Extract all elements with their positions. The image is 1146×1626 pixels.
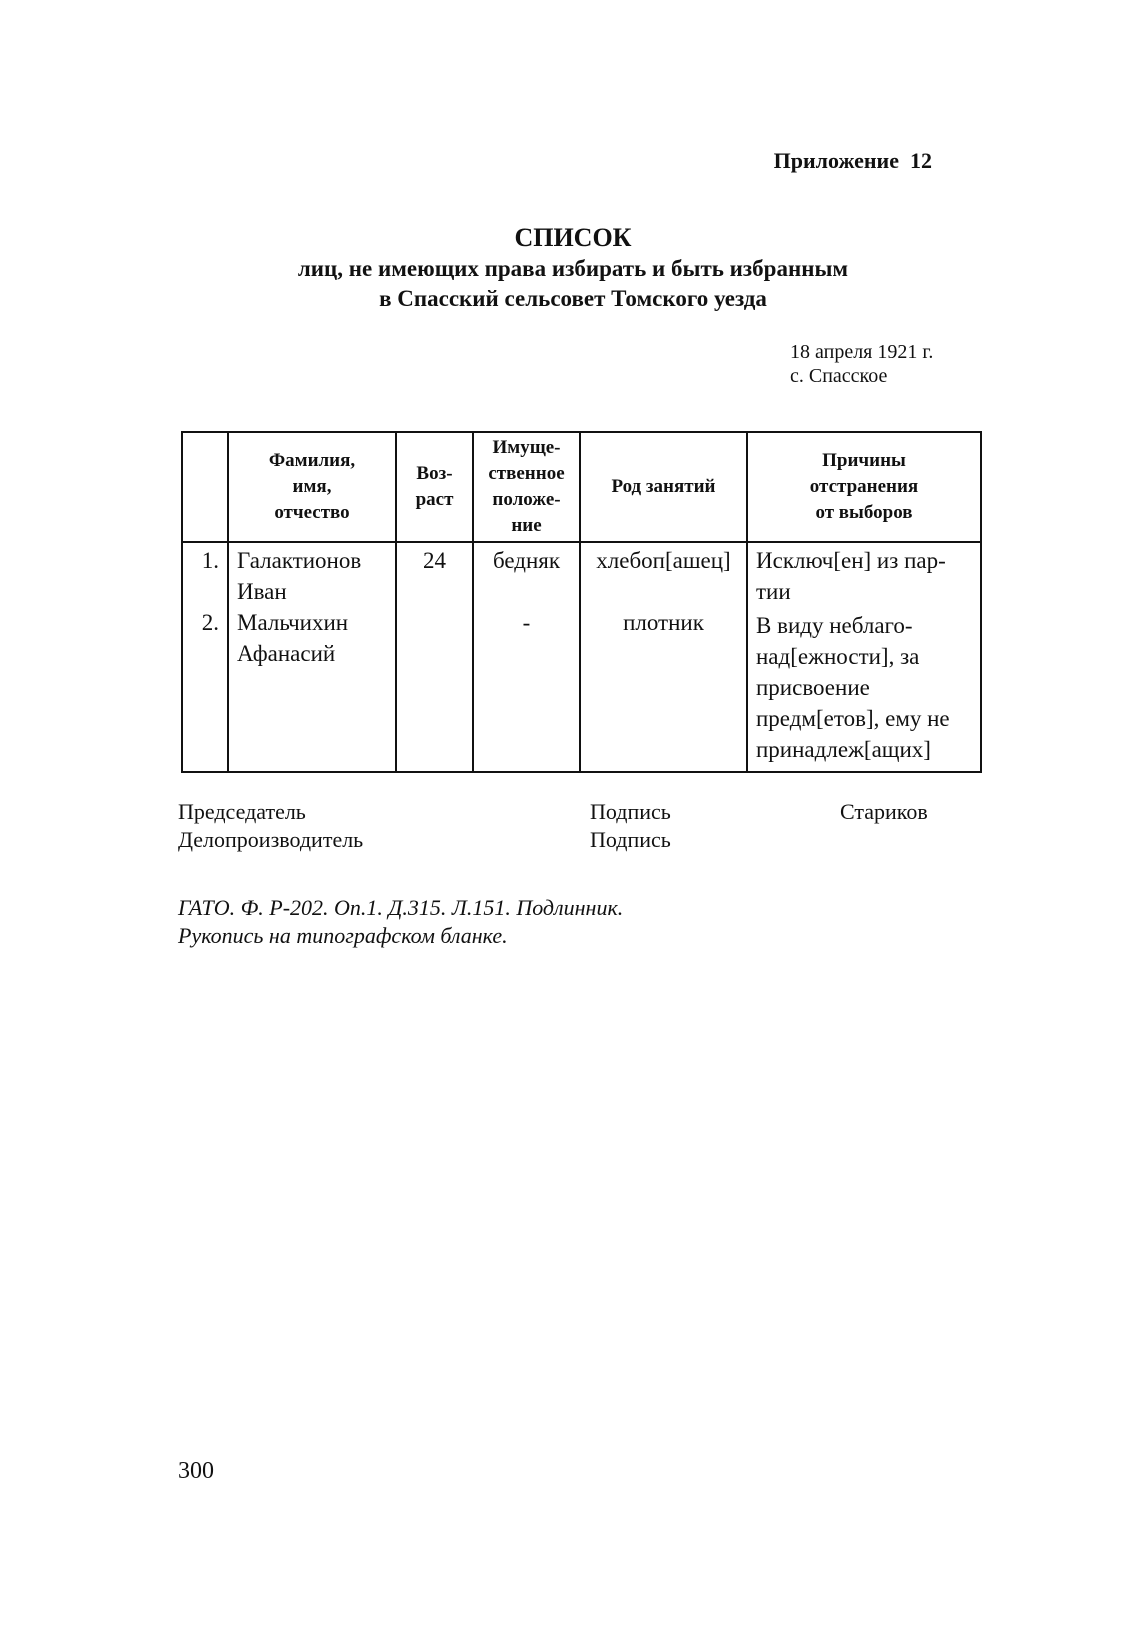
- row-1-num: 1.: [201, 548, 219, 573]
- row-2-reason-line: В виду неблаго-: [756, 613, 913, 638]
- header-property-line: положе-: [492, 489, 561, 510]
- document-subtitle-line-1: лиц, не имеющих права избирать и быть избранным: [297, 256, 849, 281]
- row-2-occupation: плотник: [623, 610, 704, 635]
- row-1-reason-line: тии: [756, 579, 791, 604]
- persons-table: [181, 431, 982, 773]
- row-1-age: 24: [423, 548, 446, 573]
- header-name-line: имя,: [292, 476, 332, 497]
- source-note: [178, 894, 623, 950]
- document-title: СПИСОК: [514, 223, 632, 252]
- cell-property: [473, 542, 580, 772]
- header-age: [396, 432, 473, 542]
- document-subtitle-line-2: в Спасский сельсовет Томского уезда: [379, 286, 767, 311]
- header-num: [182, 432, 228, 542]
- cell-name: [228, 542, 396, 772]
- signature-mark: Подпись: [590, 827, 671, 852]
- row-2-reason-line: принадлеж[ащих]: [756, 737, 931, 762]
- signature-role: Делопроизводитель: [178, 827, 364, 852]
- cell-num: [182, 542, 228, 772]
- appendix-label: Приложение 12: [773, 148, 932, 173]
- spacer: [405, 576, 464, 607]
- row-1-occupation: хлебоп[ашец]: [596, 548, 731, 573]
- header-property-line: Имуще-: [492, 437, 561, 458]
- header-property-line: ние: [511, 515, 542, 536]
- header-reason: [747, 432, 981, 542]
- cell-reason: [747, 542, 981, 772]
- header-name: [228, 432, 396, 542]
- cell-occupation: [580, 542, 747, 772]
- signature-row: [178, 826, 928, 854]
- table-header-row: [182, 432, 981, 542]
- cell-age: [396, 542, 473, 772]
- source-line: Рукопись на типографском бланке.: [178, 923, 508, 948]
- spacer: [482, 576, 571, 607]
- row-1-reason-line: Исключ[ен] из пар-: [756, 548, 946, 573]
- row-2-name-line: Афанасий: [237, 641, 336, 666]
- table-row: [182, 542, 981, 772]
- header-name-line: отчество: [274, 502, 350, 523]
- row-2-property: -: [522, 610, 531, 635]
- signature-role: Председатель: [178, 799, 306, 824]
- row-2-reason-line: предм[етов], ему не: [756, 706, 950, 731]
- header-name-line: Фамилия,: [268, 450, 356, 471]
- page-number: 300: [178, 1458, 214, 1484]
- row-1-name-line: Галактионов: [237, 548, 362, 573]
- document-place: с. Спасское: [790, 365, 888, 387]
- header-reason-line: от выборов: [815, 502, 913, 523]
- row-2-reason-line: над[ежности], за: [756, 644, 920, 669]
- row-1-name-line: Иван: [237, 579, 287, 604]
- header-reason-line: отстранения: [809, 476, 919, 497]
- date-place: [790, 340, 933, 388]
- signature-row: [178, 798, 928, 826]
- spacer: [589, 576, 738, 607]
- header-age-line: Воз-: [416, 463, 453, 484]
- header-occupation: [580, 432, 747, 542]
- row-2-name-line: Мальчихин: [237, 610, 349, 635]
- header-occupation-line: Род занятий: [611, 476, 716, 497]
- header-property: [473, 432, 580, 542]
- header-age-line: раст: [415, 489, 454, 510]
- header-property-line: ственное: [488, 463, 565, 484]
- header-reason-line: Причины: [822, 450, 906, 471]
- title-block: [0, 222, 1146, 314]
- row-1-property: бедняк: [492, 548, 561, 573]
- spacer: [191, 576, 219, 607]
- signatures-block: [178, 798, 928, 854]
- source-line: ГАТО. Ф. Р-202. Оп.1. Д.315. Л.151. Подлинник.: [178, 895, 624, 920]
- signatory-name: Стариков: [840, 799, 928, 824]
- row-2-reason-line: присвоение: [756, 675, 870, 700]
- document-date: 18 апреля 1921 г.: [790, 341, 934, 363]
- signature-mark: Подпись: [590, 799, 671, 824]
- row-2-num: 2.: [201, 610, 219, 635]
